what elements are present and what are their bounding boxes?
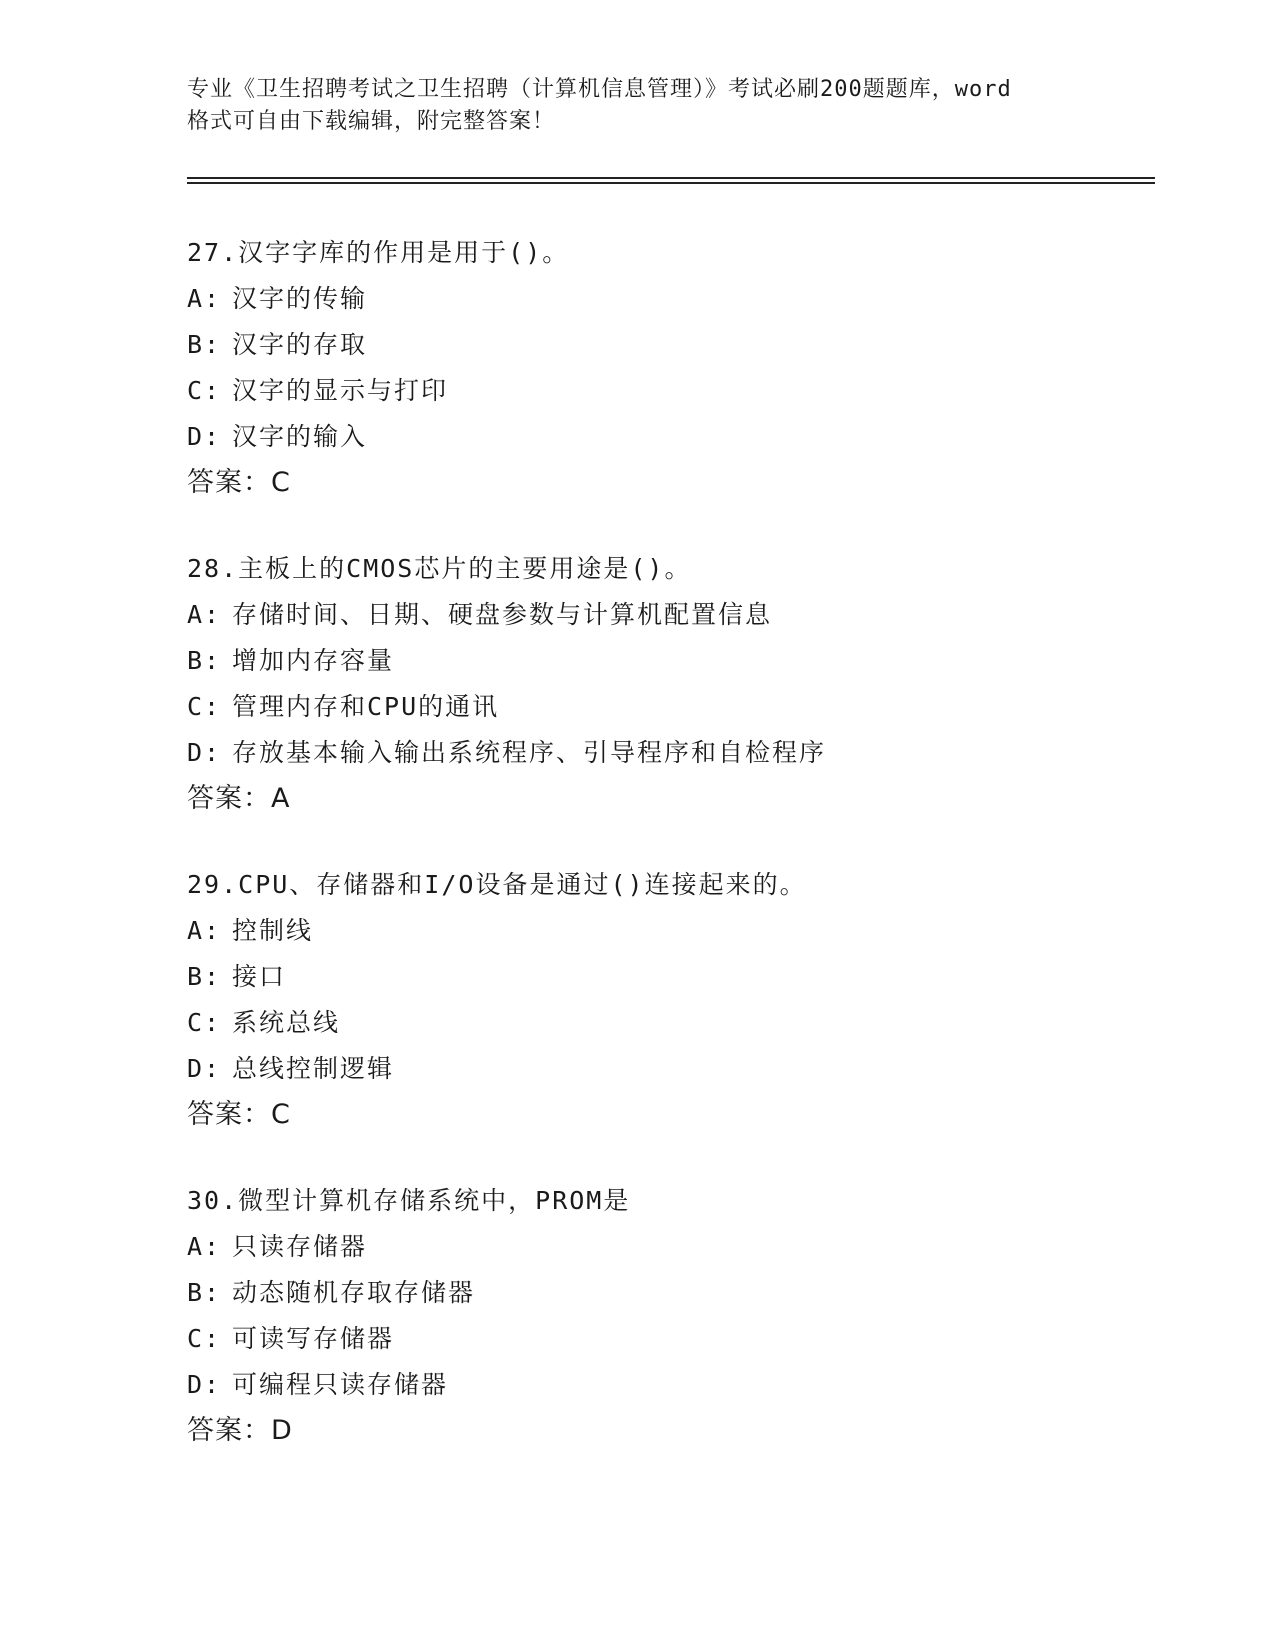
option-text: 可编程只读存储器 xyxy=(232,1370,449,1399)
option-key: A: xyxy=(187,284,222,313)
option-a xyxy=(187,592,1147,638)
question-28 xyxy=(187,546,1147,822)
option-text: 动态随机存取存储器 xyxy=(232,1278,476,1307)
option-a xyxy=(187,276,1147,322)
option-b xyxy=(187,954,1147,1000)
option-key: C: xyxy=(187,1324,222,1353)
option-text: 汉字的传输 xyxy=(232,284,368,313)
answer: 答案：C xyxy=(187,467,291,498)
document-header xyxy=(187,74,1107,138)
option-b xyxy=(187,638,1147,684)
option-key: A: xyxy=(187,916,222,945)
option-key: B: xyxy=(187,1278,222,1307)
option-key: A: xyxy=(187,600,222,629)
option-a xyxy=(187,908,1147,954)
question-27 xyxy=(187,230,1147,506)
option-c xyxy=(187,1000,1147,1046)
option-key: D: xyxy=(187,1370,222,1399)
answer: 答案：D xyxy=(187,1415,293,1446)
option-text: 汉字的输入 xyxy=(232,422,368,451)
option-c xyxy=(187,684,1147,730)
question-30 xyxy=(187,1178,1147,1454)
option-d xyxy=(187,730,1147,776)
question-29 xyxy=(187,862,1147,1138)
option-c xyxy=(187,368,1147,414)
option-b xyxy=(187,1270,1147,1316)
option-text: 汉字的存取 xyxy=(232,330,368,359)
option-text: 只读存储器 xyxy=(232,1232,368,1261)
header-line-1: 专业《卫生招聘考试之卫生招聘（计算机信息管理）》考试必刷200题题库，word xyxy=(187,77,1012,102)
option-key: C: xyxy=(187,1008,222,1037)
header-divider-bottom xyxy=(187,182,1155,184)
option-key: A: xyxy=(187,1232,222,1261)
option-d xyxy=(187,414,1147,460)
option-text: 汉字的显示与打印 xyxy=(232,376,449,405)
option-b xyxy=(187,322,1147,368)
option-key: B: xyxy=(187,330,222,359)
question-stem: 27.汉字字库的作用是用于()。 xyxy=(187,238,570,267)
option-text: 存放基本输入输出系统程序、引导程序和自检程序 xyxy=(232,738,827,767)
answer: 答案：A xyxy=(187,783,291,814)
header-divider-top xyxy=(187,177,1155,179)
option-text: 总线控制逻辑 xyxy=(232,1054,395,1083)
option-text: 增加内存容量 xyxy=(232,646,395,675)
header-line-2: 格式可自由下载编辑，附完整答案！ xyxy=(187,109,556,134)
option-text: 控制线 xyxy=(232,916,314,945)
option-key: B: xyxy=(187,646,222,675)
option-key: D: xyxy=(187,738,222,767)
question-stem: 28.主板上的CMOS芯片的主要用途是()。 xyxy=(187,554,692,583)
option-text: 管理内存和CPU的通讯 xyxy=(232,692,500,721)
option-d xyxy=(187,1362,1147,1408)
answer: 答案：C xyxy=(187,1099,291,1130)
option-key: D: xyxy=(187,1054,222,1083)
option-key: B: xyxy=(187,962,222,991)
option-key: C: xyxy=(187,692,222,721)
option-key: C: xyxy=(187,376,222,405)
option-a xyxy=(187,1224,1147,1270)
option-text: 接口 xyxy=(232,962,287,991)
option-text: 可读写存储器 xyxy=(232,1324,395,1353)
option-d xyxy=(187,1046,1147,1092)
question-stem: 29.CPU、存储器和I/O设备是通过()连接起来的。 xyxy=(187,870,807,899)
question-stem: 30.微型计算机存储系统中，PROM是 xyxy=(187,1186,631,1215)
option-key: D: xyxy=(187,422,222,451)
option-text: 存储时间、日期、硬盘参数与计算机配置信息 xyxy=(232,600,773,629)
option-c xyxy=(187,1316,1147,1362)
option-text: 系统总线 xyxy=(232,1008,341,1037)
